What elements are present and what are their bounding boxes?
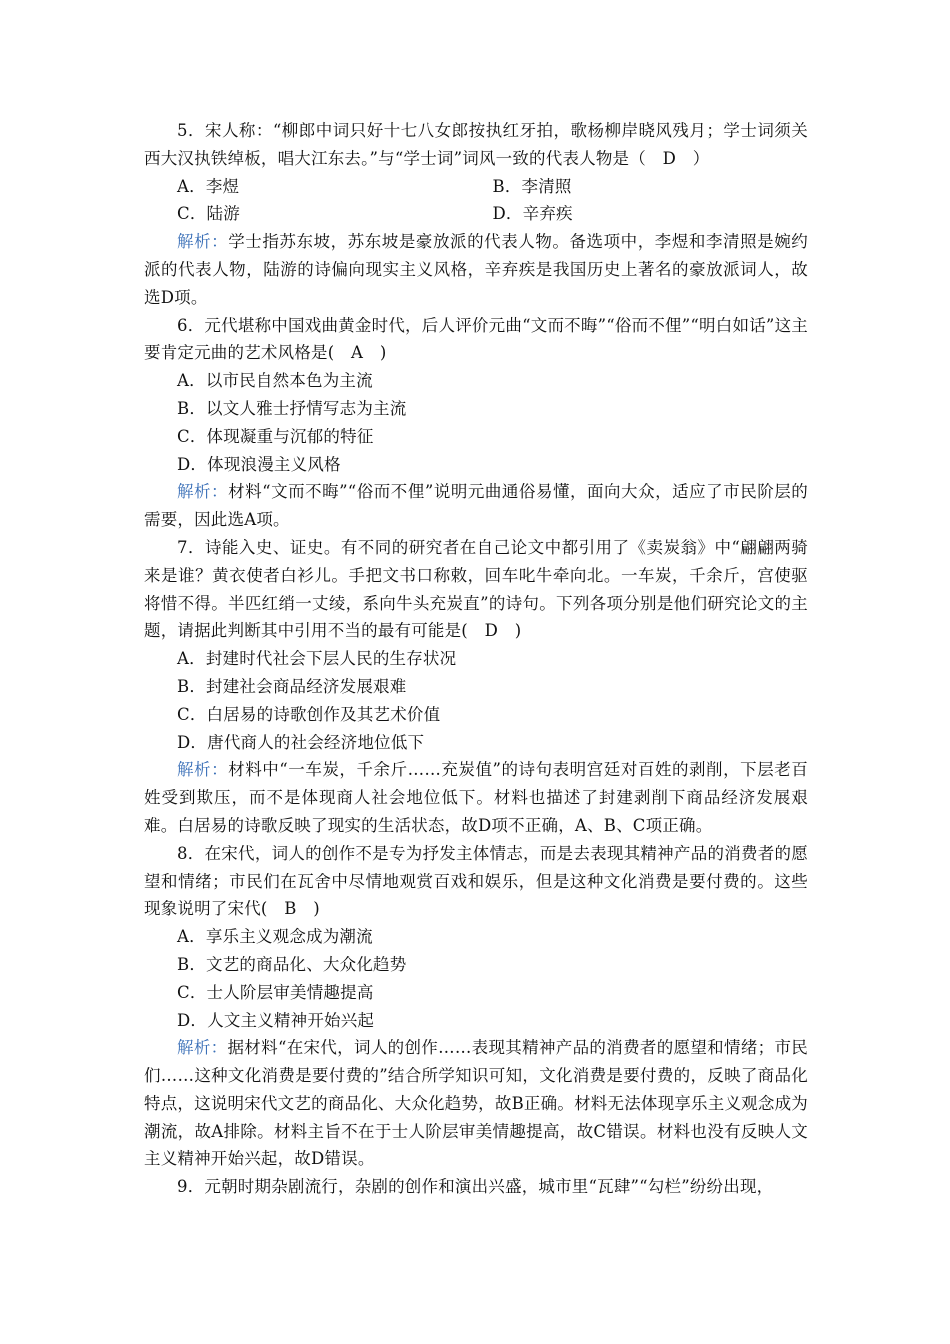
question-stem: 6．元代堪称中国戏曲黄金时代，后人评价元曲“文而不晦”“俗而不俚”“明白如话”这主要肯定元曲的艺术风格是( A ) (144, 315, 808, 363)
option-b: B．李清照 (492, 176, 572, 196)
question-9 (144, 1173, 808, 1201)
analysis (144, 756, 808, 839)
analysis-label: 解析： (177, 760, 229, 780)
analysis-label: 解析： (177, 232, 229, 252)
option-d: D．辛弃疾 (492, 204, 573, 224)
option-b: B．以文人雅士抒情写志为主流 (177, 398, 407, 418)
option-a: A．封建时代社会下层人民的生存状况 (177, 649, 457, 669)
option-c: C．士人阶层审美情趣提高 (177, 982, 374, 1002)
analysis-text: 材料“文而不晦”“俗而不俚”说明元曲通俗易懂，面向大众，适应了市民阶层的需要，因此选A项。 (144, 482, 808, 530)
question-8 (144, 840, 808, 1174)
question-stem: 5．宋人称：“柳郎中词只好十七八女郎按执红牙拍，歌杨柳岸晓风残月；学士词须关西大汉执铁绰板，唱大江东去。”与“学士词”词风一致的代表人物是（ D ） (144, 121, 808, 168)
analysis-label: 解析： (177, 482, 229, 502)
option-c: C．白居易的诗歌创作及其艺术价值 (177, 704, 441, 724)
option-d: D．人文主义精神开始兴起 (177, 1010, 375, 1030)
options-row (144, 200, 808, 228)
question-5 (144, 117, 808, 312)
question-stem: 8．在宋代，词人的创作不是专为抒发主体情志，而是去表现其精神产品的消费者的愿望和情绪；市民们在瓦舍中尽情地观赏百戏和娱乐，但是这种文化消费是要付费的。这些现象说明了宋代( B ) (144, 843, 808, 919)
analysis-text: 学士指苏东坡，苏东坡是豪放派的代表人物。备选项中，李煜和李清照是婉约派的代表人物，陆游的诗偏向现实主义风格，辛弃疾是我国历史上著名的豪放派词人，故选D项。 (144, 232, 808, 307)
document-body (144, 117, 808, 1201)
analysis (144, 1034, 808, 1173)
analysis (144, 478, 808, 534)
analysis-text: 据材料“在宋代，词人的创作……表现其精神产品的消费者的愿望和情绪；市民们……这种文化消费是要付费的”结合所学知识可知，文化消费是要付费的，反映了商品化特点，这说明宋代文艺的商品化、大众化趋势，故B正确。材料无法体现享乐主义观念成为潮流，故A排除。材料主旨不在于士人阶层审美情趣提高，故C错误。材料也没有反映人文主义精神开始兴起，故D错误。 (144, 1038, 809, 1169)
question-stem: 7．诗能入史、证史。有不同的研究者在自己论文中都引用了《卖炭翁》中“翩翩两骑来是谁？黄衣使者白衫儿。手把文书口称敕，回车叱牛牵向北。一车炭，千余斤，宫使驱将惜不得。半匹红绡一丈绫，系向牛头充炭直”的诗句。下列各项分别是他们研究论文的主题，请据此判断其中引用不当的最有可能是( D ) (144, 537, 808, 641)
option-a: A．享乐主义观念成为潮流 (177, 927, 373, 947)
options-row (144, 173, 808, 201)
analysis-text: 材料中“一车炭，千余斤……充炭值”的诗句表明宫廷对百姓的剥削，下层老百姓受到欺压，而不是体现商人社会地位低下。材料也描述了封建剥削下商品经济发展艰难。白居易的诗歌反映了现实的生活状态，故D项不正确，A、B、C项正确。 (144, 760, 808, 835)
option-d: D．唐代商人的社会经济地位低下 (177, 732, 425, 752)
option-c: C．体现凝重与沉郁的特征 (177, 426, 374, 446)
analysis (144, 228, 808, 311)
option-a: A．以市民自然本色为主流 (177, 371, 373, 391)
question-7 (144, 534, 808, 840)
question-stem: 9．元朝时期杂剧流行，杂剧的创作和演出兴盛，城市里“瓦肆”“勾栏”纷纷出现， (177, 1177, 774, 1197)
option-d: D．体现浪漫主义风格 (177, 454, 341, 474)
question-6 (144, 312, 808, 534)
option-b: B．文艺的商品化、大众化趋势 (177, 954, 407, 974)
option-b: B．封建社会商品经济发展艰难 (177, 676, 407, 696)
option-a: A．李煜 (177, 176, 240, 196)
option-c: C．陆游 (177, 204, 240, 224)
analysis-label: 解析： (177, 1038, 228, 1058)
